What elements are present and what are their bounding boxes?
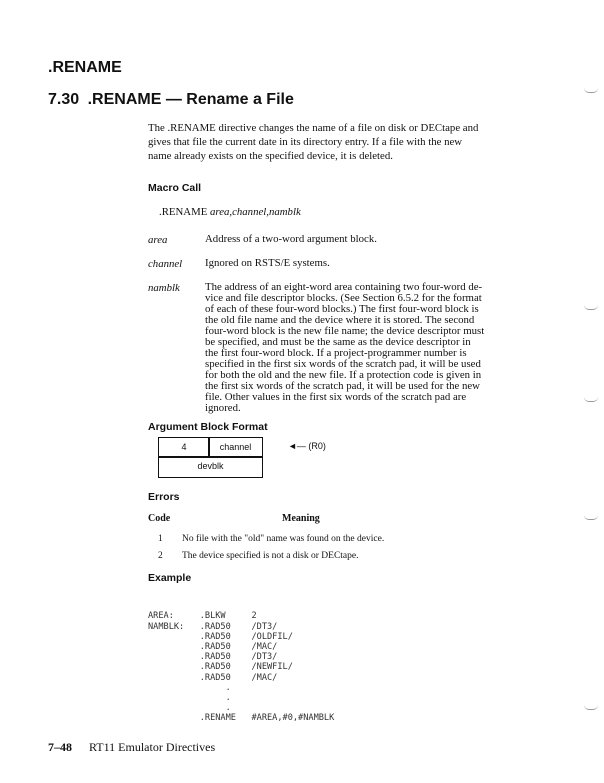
example-heading: Example bbox=[148, 572, 192, 584]
param-desc-namblk: The address of an eight-word area containing two four-word de- vice and file descriptor blocks. (See Section 6.5.2 for the format of each of these four-word blocks.) The first four-word block is the old file name and the device where it is stored. The second four-word block is the new file name; the device descriptor must be specified, and must be the same as the device descriptor in the first four-word block. If a project-programmer number is specified in the first six words of the scratch pad, it will be used for both the old and the new file. If a protection code is given in the first six words of the scratch pad, it will be used for the new file. Other values in the first six words of the scratch pad are ignored. bbox=[205, 281, 485, 414]
r0-pointer: ◄— (R0) bbox=[288, 441, 326, 451]
section-heading bbox=[48, 91, 294, 109]
intro-line: name already exists on the specified device, it is deleted. bbox=[148, 150, 393, 162]
arg-cell-code: 4 bbox=[158, 437, 210, 458]
param-term-area: area bbox=[148, 234, 168, 246]
binding-mark bbox=[584, 515, 598, 520]
binding-mark bbox=[584, 397, 598, 402]
page-number: 7–48 bbox=[48, 740, 72, 754]
macro-call-syntax bbox=[159, 205, 301, 219]
intro-paragraph bbox=[148, 121, 478, 163]
col-code: Code bbox=[148, 513, 171, 524]
arg-block-heading: Argument Block Format bbox=[148, 421, 268, 433]
section-title: .RENAME — Rename a File bbox=[87, 91, 294, 108]
example-code: AREA: .BLKW 2 NAMBLK: .RAD50 /DT3/ .RAD50 /OLDFIL/ .RAD50 /MAC/ .RAD50 /DT3/ .RAD50 /NEWFIL/ .RAD50 /MAC/ . . . .RENAME #AREA,#0,#NAMBLK bbox=[148, 611, 335, 724]
col-meaning: Meaning bbox=[282, 513, 320, 524]
arg-cell-devblk: devblk bbox=[158, 456, 263, 478]
error-row: 2 The device specified is not a disk or DECtape. bbox=[158, 551, 359, 561]
section-number: 7.30 bbox=[48, 91, 80, 108]
binding-mark bbox=[584, 705, 598, 710]
macro-name: .RENAME bbox=[159, 206, 208, 218]
macro-call-heading: Macro Call bbox=[148, 182, 202, 194]
arg-cell-channel: channel bbox=[208, 437, 263, 458]
macro-args: area,channel,namblk bbox=[210, 206, 301, 218]
param-desc-channel: Ignored on RSTS/E systems. bbox=[205, 257, 330, 269]
intro-line: The .RENAME directive changes the name of a file on disk or DECtape and bbox=[148, 122, 479, 134]
param-term-channel: channel bbox=[148, 258, 183, 270]
errors-heading: Errors bbox=[148, 491, 180, 503]
intro-line: gives that file the current date in its directory entry. If a file with the new bbox=[148, 136, 463, 148]
footer bbox=[48, 740, 215, 755]
param-term-namblk: namblk bbox=[148, 282, 180, 294]
page-header: .RENAME bbox=[48, 59, 122, 76]
binding-mark bbox=[584, 305, 598, 310]
binding-mark bbox=[584, 88, 598, 93]
error-row: 1 No file with the "old" name was found on the device. bbox=[158, 534, 385, 544]
param-desc-area: Address of a two-word argument block. bbox=[205, 233, 377, 245]
footer-title: RT11 Emulator Directives bbox=[89, 740, 216, 754]
